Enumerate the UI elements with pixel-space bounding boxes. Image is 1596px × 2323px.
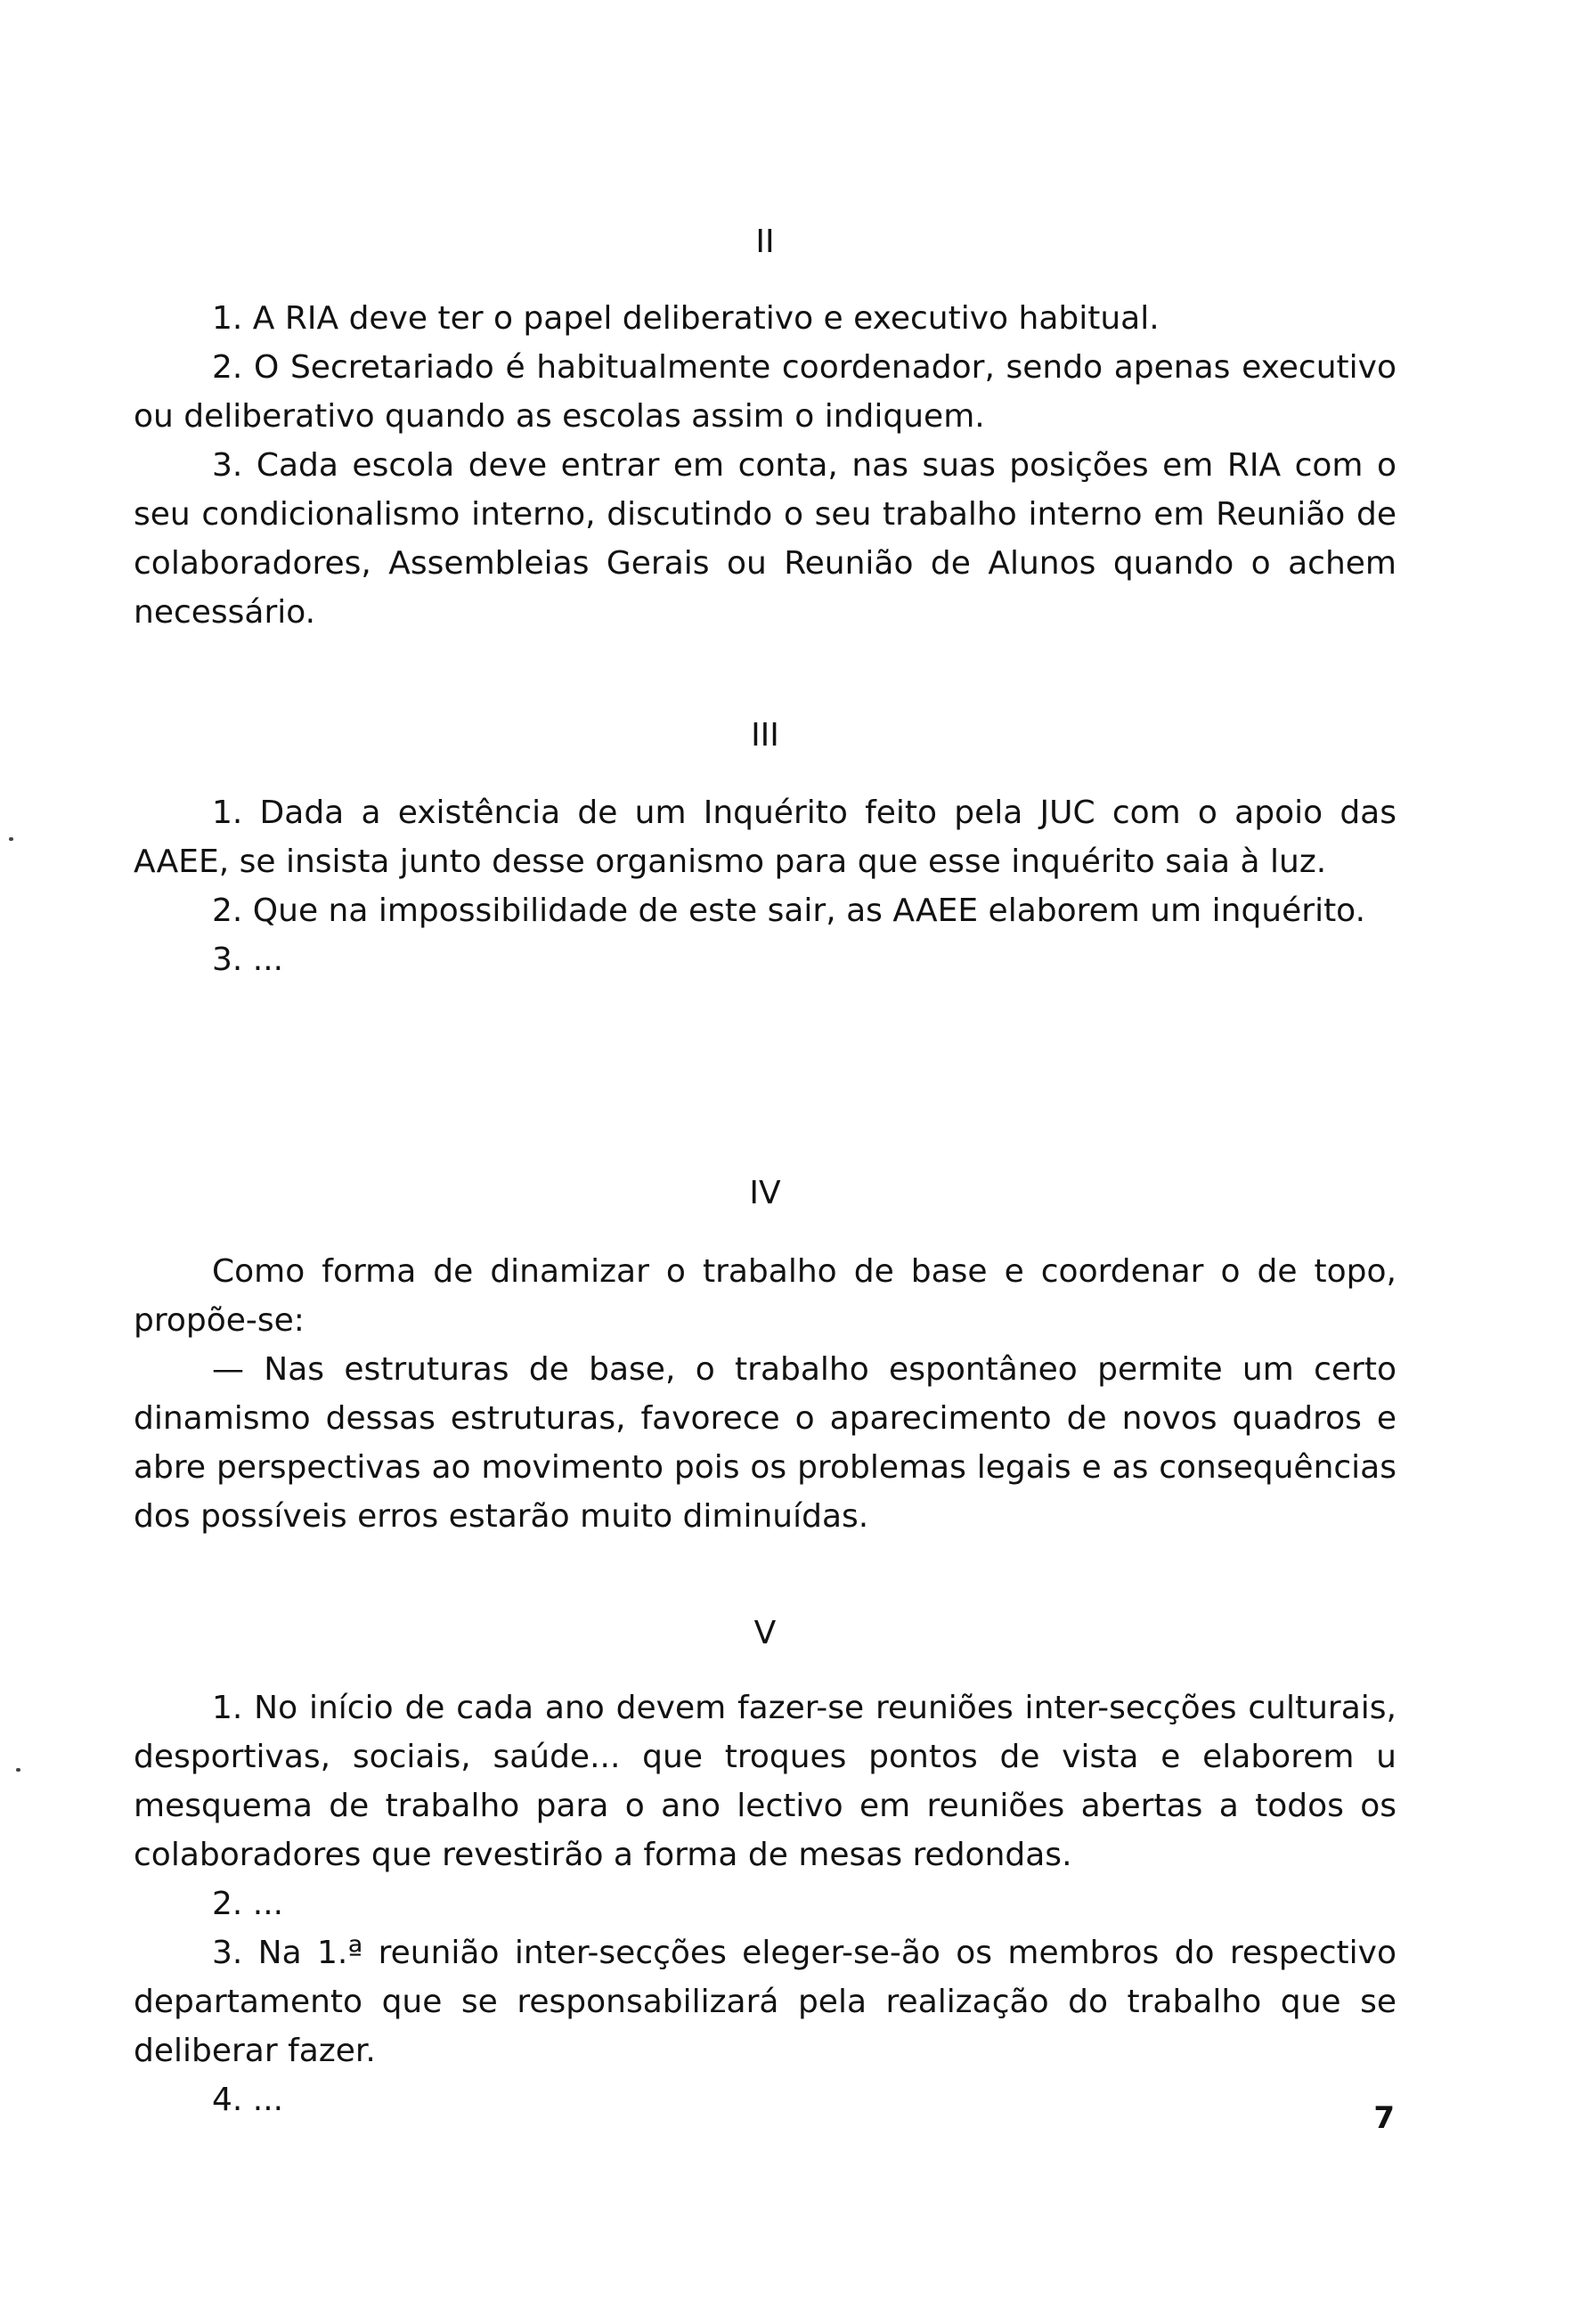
- page-number: 7: [1373, 2100, 1395, 2136]
- section-iii-body: [134, 788, 1396, 984]
- section-iv-body: [134, 1247, 1396, 1541]
- section-heading-iii: III: [751, 717, 779, 754]
- section-heading-ii: II: [755, 224, 775, 260]
- section-v-body: [134, 1683, 1396, 2124]
- section-ii-body: [134, 294, 1396, 637]
- paragraph: 2. ...: [212, 1886, 284, 1922]
- section-heading-v: V: [753, 1615, 777, 1651]
- paragraph: 3. Na 1.ª reunião inter-secções eleger-se-ão os membros do respectivo departamento que se responsabilizará pela realização do trabalho que se deliberar fazer.: [134, 1935, 1396, 2069]
- paragraph: 4. ...: [212, 2082, 284, 2118]
- paragraph: — Nas estruturas de base, o trabalho espontâneo permite um certo dinamismo dessas estruturas, favorece o aparecimento de novos quadros e abre perspectivas ao movimento pois os problemas legais e as consequências dos possíveis erros estarão muito diminuídas.: [134, 1351, 1396, 1535]
- paragraph: 1. Dada a existência de um Inquérito feito pela JUC com o apoio das AAEE, se insista junto desse organismo para que esse inquérito saia à luz.: [134, 795, 1396, 880]
- paragraph: 1. A RIA deve ter o papel deliberativo e executivo habitual.: [212, 300, 1160, 337]
- paragraph: 2. Que na impossibilidade de este sair, as AAEE elaborem um inquérito.: [212, 893, 1366, 929]
- paragraph: 1. No início de cada ano devem fazer-se reuniões inter-secções culturais, desportivas, sociais, saúde... que troques pontos de vista e elaborem u mesquema de trabalho para o ano lectivo em reuniões abertas a todos os colaboradores que revestirão a forma de mesas redondas.: [134, 1690, 1396, 1873]
- paragraph: 3. Cada escola deve entrar em conta, nas suas posições em RIA com o seu condicionalismo interno, discutindo o seu trabalho interno em Reunião de colaboradores, Assembleias Gerais ou Reunião de Alunos quando o achem necessário.: [134, 447, 1396, 631]
- scan-speck: [9, 837, 13, 841]
- paragraph: Como forma de dinamizar o trabalho de base e coordenar o de topo, propõe-se:: [134, 1253, 1396, 1339]
- document-page: [134, 0, 1396, 2323]
- paragraph: 2. O Secretariado é habitualmente coordenador, sendo apenas executivo ou deliberativo quando as escolas assim o indiquem.: [134, 349, 1396, 435]
- paragraph: 3. ...: [212, 941, 284, 978]
- section-heading-iv: IV: [749, 1175, 781, 1211]
- scan-speck: [16, 1768, 20, 1772]
